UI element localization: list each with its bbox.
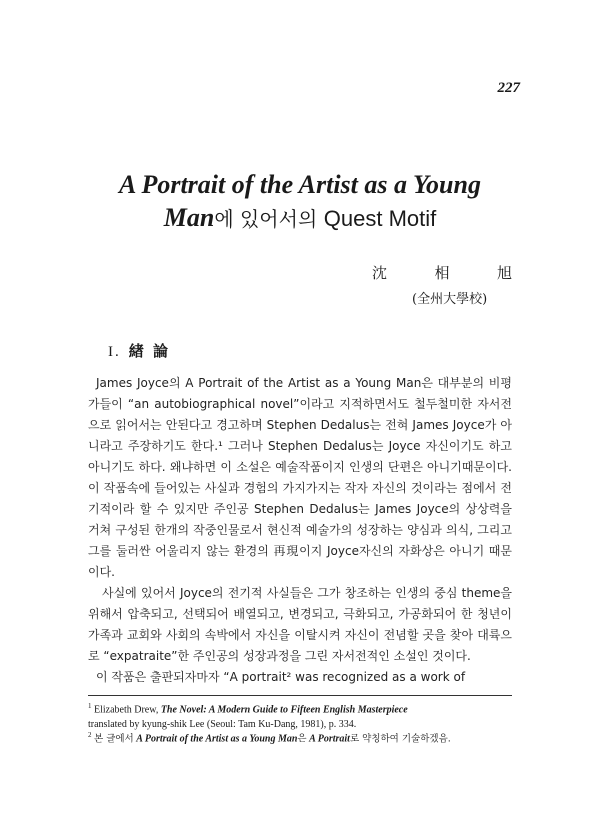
footnote-2-text-e: 로 약칭하여 기술하겠음. <box>349 733 451 745</box>
footnote-1-author: Elizabeth Drew, <box>94 704 159 716</box>
author-char-1: 沈 <box>372 264 388 282</box>
title-korean-phrase: 에 있어서의 <box>214 207 318 231</box>
footnote-2 <box>88 728 512 746</box>
footnote-1-book: The Novel: A Modern Guide to Fifteen English Masterpiece <box>160 704 408 716</box>
author-char-2: 相 <box>434 264 450 282</box>
paragraph-2: 사실에 있어서 Joyce의 전기적 사실들은 그가 창조하는 인생의 중심 theme을 위해서 압축되고, 선택되어 배열되고, 변경되고, 극화되고, 가공화되어 한 청년이 가족과 교회와 사회의 속박에서 자신을 이탈시켜 자신이 전념할 곳을 찾아 대륙으로 “expatraite”한 주인공의 성장과정을 그린 자서전적인 소설인 것이다. <box>88 586 512 663</box>
footnote-2-number: 2 <box>88 731 92 739</box>
article-title-line1: A Portrait of the Artist as a Young <box>119 170 481 199</box>
paragraph-1: James Joyce의 A Portrait of the Artist as a Young Man은 대부분의 비평가들이 “an autobiographical novel”이라고 지적하면서도 철두철미한 자서전으로 읽어서는 안된다고 경고하며 Stephen Dedalus는 전혀 James Joyce가 아니라고 주장하기도 한다.¹ 그러나 Stephen Dedalus는 Joyce 자신이기도 하고 아니기도 하다. 왜냐하면 이 소설은 예술작품이지 인생의 단편은 아니기때문이다. 이 작품속에 들어있는 사실과 경험의 가지가지는 작자 자신의 것이라는 점에서 전기적이라 할 수 있지만 주인공 Stephen Dedalus는 James Joyce의 상상력을 거쳐 구성된 한개의 작중인물로서 현신적 예술가의 성장하는 양심과 의식, 그리고 그를 둘러싼 어울리지 않는 환경의 再現이지 Joyce자신의 자화상은 아니기 때문이다. <box>88 376 512 579</box>
paragraph-3: 이 작품은 출판되자마자 “A portrait² was recognized as a work of <box>96 670 466 684</box>
footnote-2-text-c: 은 <box>297 733 307 745</box>
footnote-1-details: translated by kyung-shik Lee (Seoul: Tam Ku-Dang, 1981), p. 334. <box>88 719 357 731</box>
section-numeral: I. <box>108 344 121 360</box>
body-text <box>88 373 512 688</box>
title-italic-word: Man <box>163 203 215 232</box>
author-affiliation: (全州大學校) <box>412 292 488 307</box>
author-char-3: 旭 <box>496 264 512 282</box>
footnote-rule <box>88 695 512 696</box>
section-title: 緖 論 <box>128 342 170 360</box>
page-number: 227 <box>497 80 520 96</box>
footnote-2-short-title: A Portrait <box>309 733 350 745</box>
article-title-line2 <box>0 203 600 233</box>
footnote-2-title: A Portrait of the Artist as a Young Man <box>136 733 298 745</box>
section-heading <box>108 340 170 361</box>
author-name <box>372 262 512 283</box>
footnote-1-number: 1 <box>88 702 92 710</box>
footnote-2-text-a: 본 글에서 <box>94 733 134 745</box>
title-english-phrase: Quest Motif <box>323 206 437 231</box>
